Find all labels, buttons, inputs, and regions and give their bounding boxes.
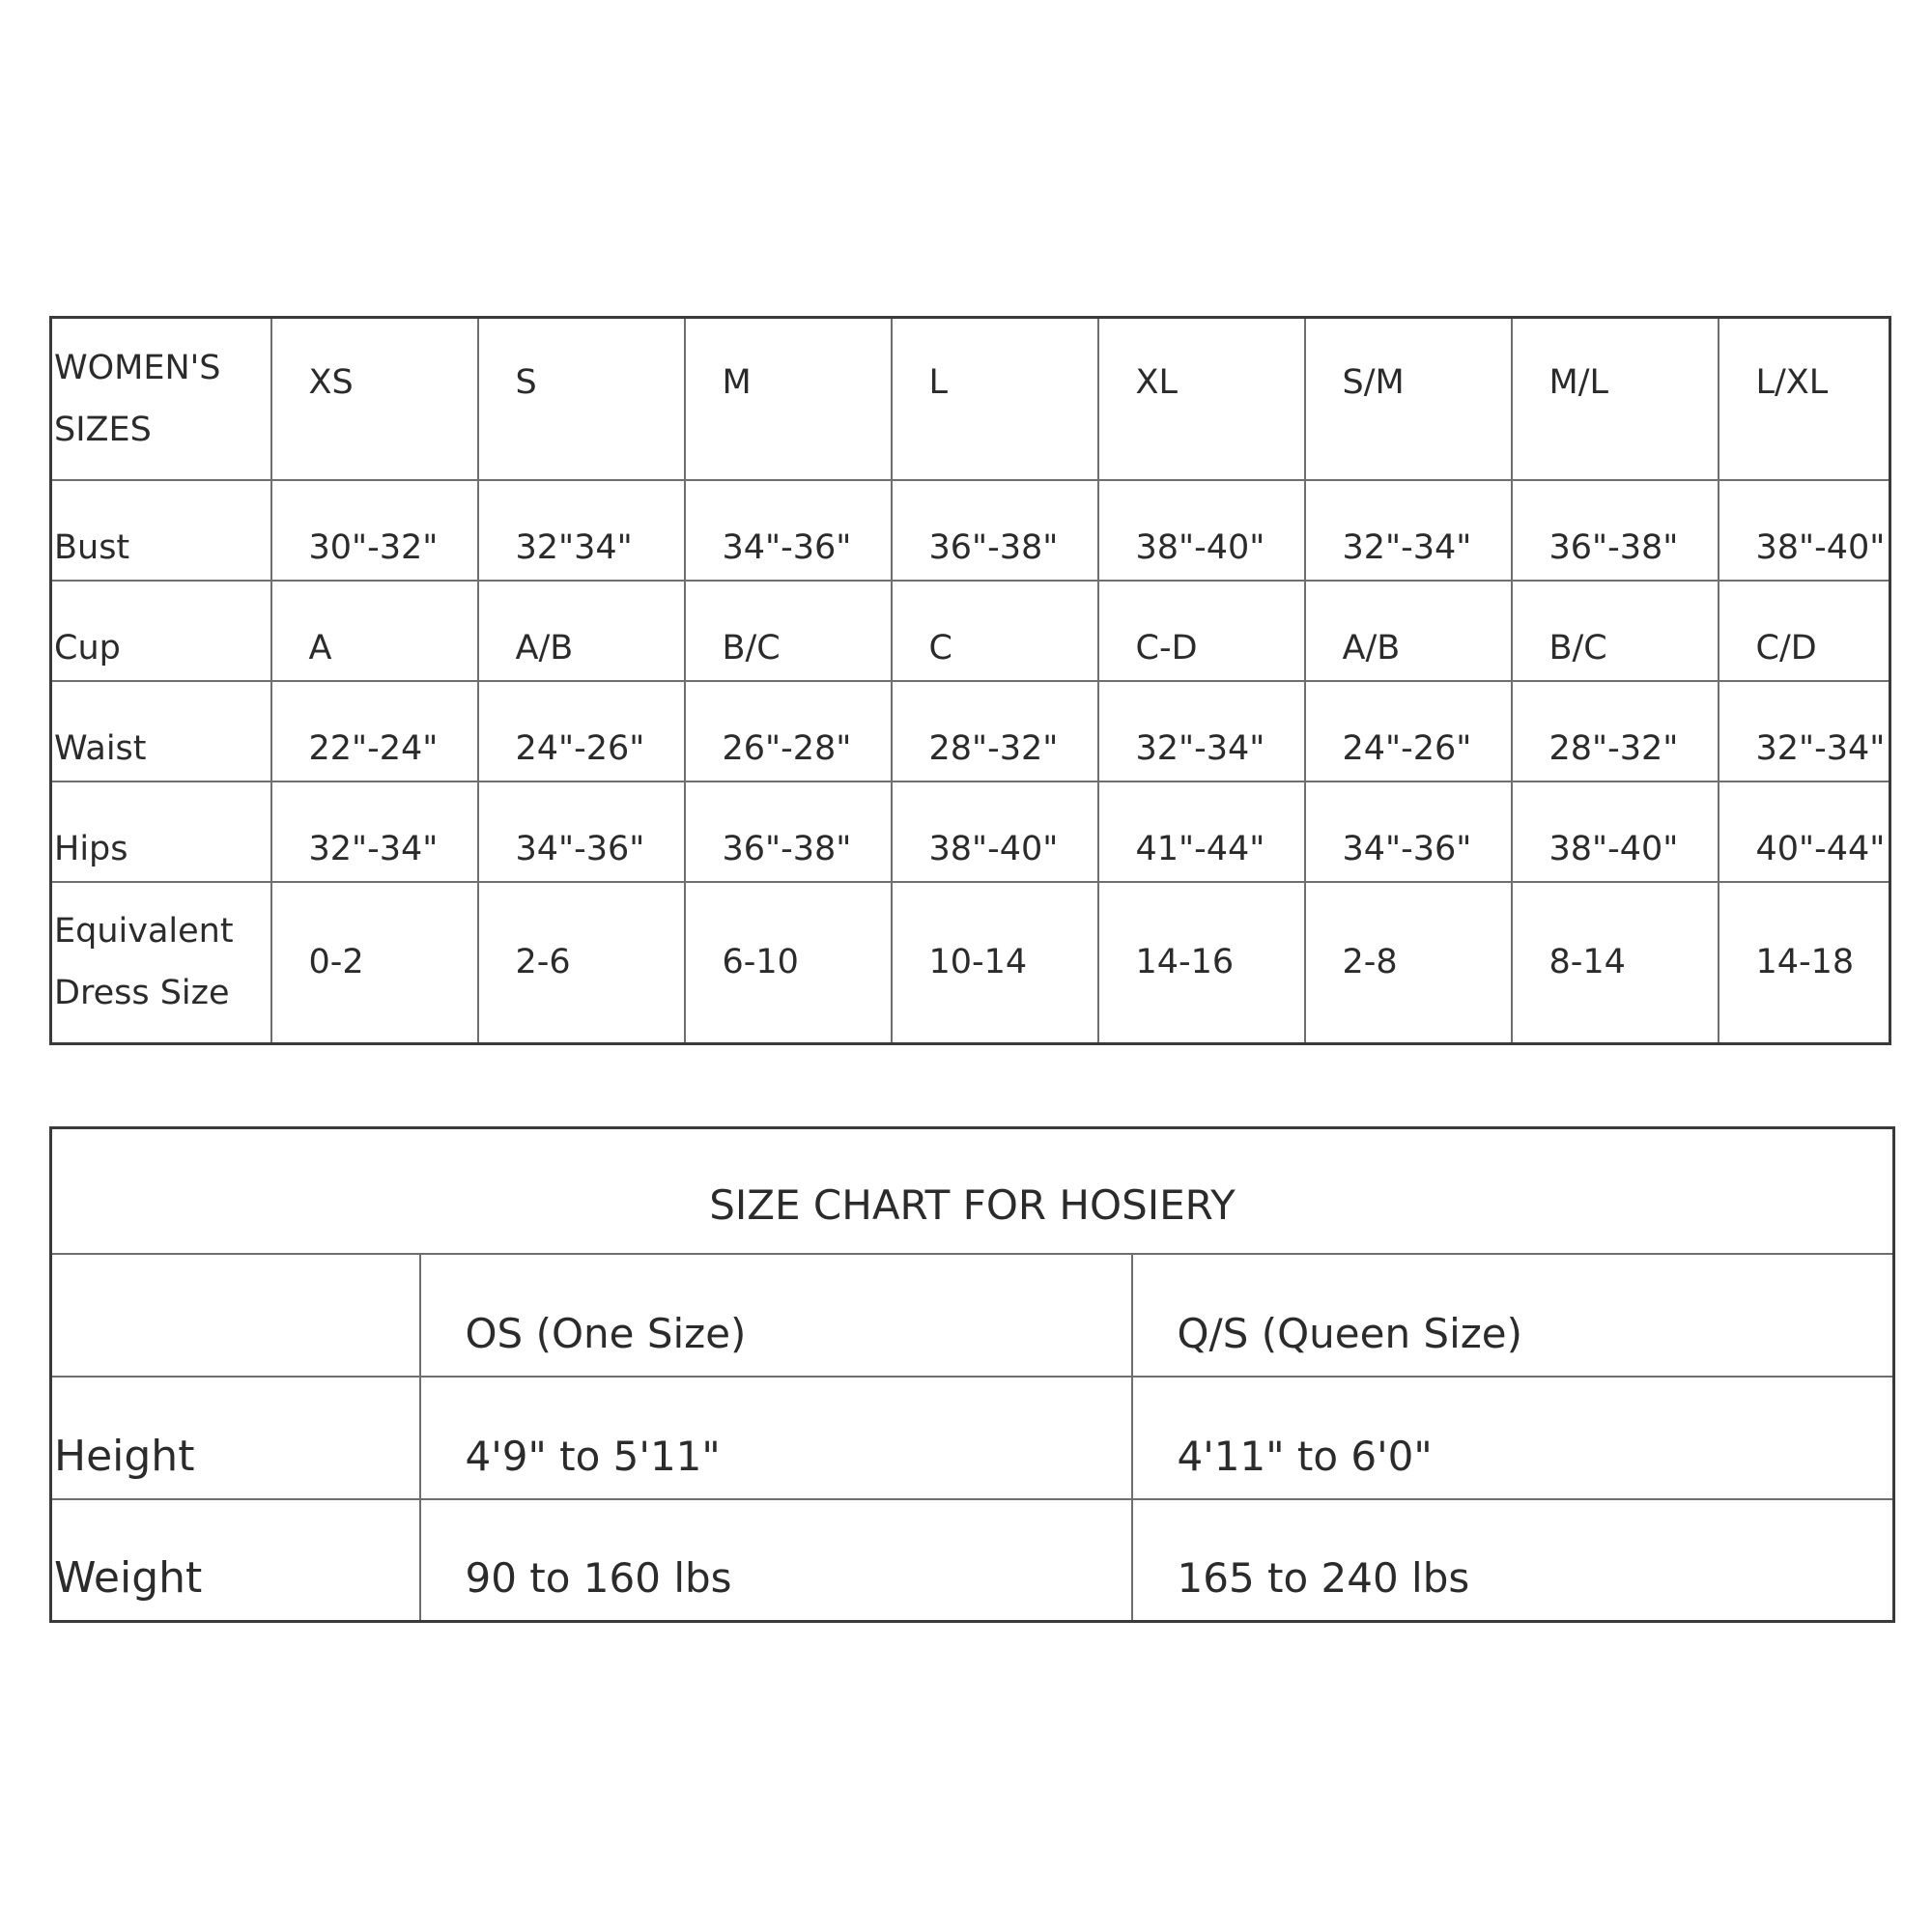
table-cell: 90 to 160 lbs [420,1499,1132,1622]
hosiery-corner-cell [51,1254,420,1377]
size-header-m-l: M/L [1512,318,1719,480]
table-cell: 26"-28" [685,681,892,781]
size-header-xl: XL [1098,318,1305,480]
size-header-l-xl: L/XL [1719,318,1890,480]
waist-row [51,681,1890,781]
row-label-hips: Hips [51,781,271,882]
table-cell: 32"-34" [1305,480,1512,581]
table-cell: C-D [1098,581,1305,681]
table-cell: A/B [478,581,685,681]
hosiery-weight-row [51,1499,1894,1622]
header-row [51,318,1890,480]
size-header-xs: XS [271,318,478,480]
table-cell: 34"-36" [478,781,685,882]
table-cell: 28"-32" [1512,681,1719,781]
cup-row [51,581,1890,681]
row-label-bust: Bust [51,480,271,581]
table-cell: C [892,581,1098,681]
row-label-cup: Cup [51,581,271,681]
hips-row [51,781,1890,882]
hosiery-size-chart-table [49,1126,1895,1623]
row-label-equivalent-dress-size: Equivalent Dress Size [51,882,271,1044]
table-cell: 32"34" [478,480,685,581]
table-cell: 14-18 [1719,882,1890,1044]
size-header-s: S [478,318,685,480]
row-label-height: Height [51,1377,420,1499]
table-cell: 24"-26" [478,681,685,781]
row-label-waist: Waist [51,681,271,781]
row-label-weight: Weight [51,1499,420,1622]
table-cell: 40"-44" [1719,781,1890,882]
size-header-m: M [685,318,892,480]
womens-size-chart-table [49,316,1891,1045]
table-cell: 32"-34" [1719,681,1890,781]
table-cell: 4'11" to 6'0" [1132,1377,1894,1499]
size-header-l: L [892,318,1098,480]
table-cell: 38"-40" [1098,480,1305,581]
table-cell: 30"-32" [271,480,478,581]
table-cell: 10-14 [892,882,1098,1044]
size-header-s-m: S/M [1305,318,1512,480]
table-cell: 38"-40" [1512,781,1719,882]
bust-row [51,480,1890,581]
table-cell: 36"-38" [685,781,892,882]
table-cell: 4'9" to 5'11" [420,1377,1132,1499]
dress-size-row [51,882,1890,1044]
hosiery-title-row [51,1128,1894,1254]
table-cell: 14-16 [1098,882,1305,1044]
hosiery-height-row [51,1377,1894,1499]
table-cell: B/C [1512,581,1719,681]
table-cell: C/D [1719,581,1890,681]
table-cell: 22"-24" [271,681,478,781]
table-cell: 28"-32" [892,681,1098,781]
table-cell: 32"-34" [1098,681,1305,781]
table-cell: A [271,581,478,681]
table-cell: 34"-36" [685,480,892,581]
womens-sizes-header-cell: WOMEN'S SIZES [51,318,271,480]
table-cell: 32"-34" [271,781,478,882]
table-cell: 6-10 [685,882,892,1044]
hosiery-title: SIZE CHART FOR HOSIERY [51,1128,1894,1254]
table-cell: 8-14 [1512,882,1719,1044]
table-cell: 36"-38" [1512,480,1719,581]
table-cell: 36"-38" [892,480,1098,581]
table-cell: 41"-44" [1098,781,1305,882]
table-cell: B/C [685,581,892,681]
table-cell: 34"-36" [1305,781,1512,882]
hosiery-column-queen-size: Q/S (Queen Size) [1132,1254,1894,1377]
table-cell: 24"-26" [1305,681,1512,781]
hosiery-header-row [51,1254,1894,1377]
hosiery-column-one-size: OS (One Size) [420,1254,1132,1377]
table-cell: A/B [1305,581,1512,681]
table-cell: 165 to 240 lbs [1132,1499,1894,1622]
table-cell: 38"-40" [892,781,1098,882]
table-cell: 2-8 [1305,882,1512,1044]
table-cell: 0-2 [271,882,478,1044]
table-cell: 2-6 [478,882,685,1044]
table-cell: 38"-40" [1719,480,1890,581]
